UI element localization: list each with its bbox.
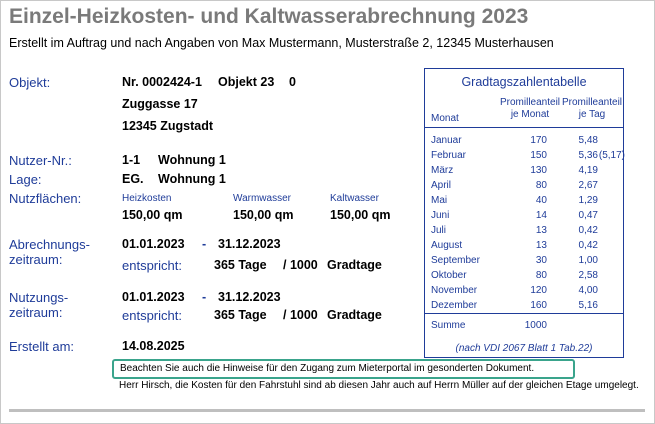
abrechnung-tage: 365 Tage: [214, 258, 267, 272]
abrechnung-label-1: Abrechnungs-: [9, 237, 90, 252]
nutzung-ratio: / 1000: [283, 308, 318, 322]
gradtag-row: [425, 135, 623, 148]
nutzer-nr: 1-1: [122, 153, 141, 167]
nutzung-to: 31.12.2023: [218, 290, 281, 304]
sum-label: Summe: [431, 320, 466, 331]
promille-monat-cell: 30: [535, 255, 547, 266]
abrechnung-entspricht: entspricht:: [122, 258, 182, 273]
gradtag-row: [425, 195, 623, 208]
col-pt-header-1: Promilleanteil: [561, 97, 623, 108]
month-cell: März: [431, 165, 454, 176]
nutzung-label-1: Nutzungs-: [9, 290, 69, 305]
header-divider: [425, 127, 623, 128]
month-cell: August: [431, 240, 463, 251]
portal-notice: Beachten Sie auch die Hinweise für den Zugang zum Mieterportal im gesonderten Dokument.: [112, 359, 575, 379]
gradtag-table: [424, 68, 624, 358]
heizkosten-label: Heizkosten: [122, 193, 172, 204]
erstellt-value: 14.08.2025: [122, 339, 185, 353]
promille-monat-cell: 160: [530, 300, 547, 311]
kaltwasser-value: 150,00 qm: [330, 208, 391, 222]
nutzer-wohnung: Wohnung 1: [158, 153, 226, 167]
abrechnung-ratio: / 1000: [283, 258, 318, 272]
gradtag-footnote: (nach VDI 2067 Blatt 1 Tab.22): [455, 343, 593, 354]
nutzung-tage: 365 Tage: [214, 308, 267, 322]
promille-tag-cell: 4,19: [578, 165, 598, 176]
lage-wohnung: Wohnung 1: [158, 172, 226, 186]
gradtag-row: [425, 210, 623, 223]
month-cell: Oktober: [431, 270, 467, 281]
month-cell: Dezember: [431, 300, 478, 311]
nutzung-label-2: zeitraum:: [9, 305, 63, 320]
promille-monat-cell: 13: [535, 240, 547, 251]
month-cell: Juli: [431, 225, 447, 236]
nutzung-gradtage: Gradtage: [327, 308, 382, 322]
promille-tag-cell: 2,58: [578, 270, 598, 281]
objekt-num: 0: [289, 75, 296, 89]
promille-tag-cell: 5,36: [578, 150, 598, 161]
promille-monat-cell: 130: [530, 165, 547, 176]
month-cell: April: [431, 180, 452, 191]
gradtag-row: [425, 285, 623, 298]
abrechnung-from: 01.01.2023: [122, 237, 185, 251]
promille-monat-cell: 120: [530, 285, 547, 296]
promille-tag-cell: 2,67: [578, 180, 598, 191]
gradtag-row: [425, 225, 623, 238]
promille-monat-cell: 40: [535, 195, 547, 206]
month-cell: Juni: [431, 210, 450, 221]
gradtag-row: [425, 270, 623, 283]
promille-tag-cell: 1,29: [578, 195, 598, 206]
promille-tag-cell: 4,00: [578, 285, 598, 296]
lage-label: Lage:: [9, 172, 42, 187]
objekt-city: 12345 Zugstadt: [122, 119, 214, 133]
gradtag-row: [425, 300, 623, 313]
objekt-nr: Nr. 0002424-1: [122, 75, 202, 89]
nutzung-entspricht: entspricht:: [122, 308, 182, 323]
page-title: Einzel-Heizkosten- und Kaltwasserabrechnung 2023: [9, 5, 529, 28]
col-month-header: Monat: [431, 113, 459, 124]
promille-tag-cell: 1,00: [578, 255, 598, 266]
warmwasser-label: Warmwasser: [233, 193, 291, 204]
nutzung-from: 01.01.2023: [122, 290, 185, 304]
sum-value: 1000: [524, 320, 547, 331]
promille-monat-cell: 80: [535, 270, 547, 281]
kaltwasser-label: Kaltwasser: [330, 193, 379, 204]
promille-monat-cell: 170: [530, 135, 547, 146]
col-pm-header-1: Promilleanteil: [499, 97, 561, 108]
promille-monat-cell: 14: [535, 210, 547, 221]
promille-monat-cell: 150: [530, 150, 547, 161]
gradtag-row: [425, 165, 623, 178]
gradtag-table-title: Gradtagszahlentabelle: [461, 75, 587, 89]
lage-value: EG.: [122, 172, 144, 186]
erstellt-label: Erstellt am:: [9, 339, 75, 354]
sum-divider: [425, 313, 623, 314]
extra-cell: (5,17): [598, 150, 625, 161]
gradtag-row: [425, 240, 623, 253]
objekt-street: Zuggasse 17: [122, 97, 198, 111]
promille-monat-cell: 13: [535, 225, 547, 236]
objekt-label: Objekt:: [9, 75, 51, 90]
abrechnung-dash: -: [202, 237, 207, 251]
abrechnung-label-2: zeitraum:: [9, 252, 63, 267]
gradtag-row: [425, 150, 623, 163]
gradtag-row: [425, 255, 623, 268]
promille-tag-cell: 0,42: [578, 225, 598, 236]
promille-tag-cell: 5,16: [578, 300, 598, 311]
nutzung-dash: -: [202, 290, 207, 304]
month-cell: Januar: [431, 135, 462, 146]
bottom-rule: [9, 409, 645, 412]
page-subtitle: Erstellt im Auftrag und nach Angaben von Max Mustermann, Musterstraße 2, 12345 Musterhausen: [9, 36, 554, 50]
heizkosten-value: 150,00 qm: [122, 208, 183, 222]
warmwasser-value: 150,00 qm: [233, 208, 294, 222]
objekt-name: Objekt 23: [218, 75, 275, 89]
nutzflaechen-label: Nutzflächen:: [9, 191, 82, 206]
month-cell: Februar: [431, 150, 467, 161]
promille-monat-cell: 80: [535, 180, 547, 191]
promille-tag-cell: 0,42: [578, 240, 598, 251]
nutzer-label: Nutzer-Nr.:: [9, 153, 72, 168]
abrechnung-gradtage: Gradtage: [327, 258, 382, 272]
gradtag-row: [425, 180, 623, 193]
abrechnung-to: 31.12.2023: [218, 237, 281, 251]
col-pm-header-2: je Monat: [510, 109, 550, 120]
cost-note: Herr Hirsch, die Kosten für den Fahrstuhl sind ab diesen Jahr auch auf Herrn Müller auf der gleichen Etage umgelegt.: [119, 380, 639, 391]
promille-tag-cell: 0,47: [578, 210, 598, 221]
month-cell: November: [431, 285, 478, 296]
month-cell: Mai: [431, 195, 448, 206]
month-cell: September: [431, 255, 480, 266]
col-pt-header-2: je Tag: [578, 109, 606, 120]
promille-tag-cell: 5,48: [578, 135, 598, 146]
